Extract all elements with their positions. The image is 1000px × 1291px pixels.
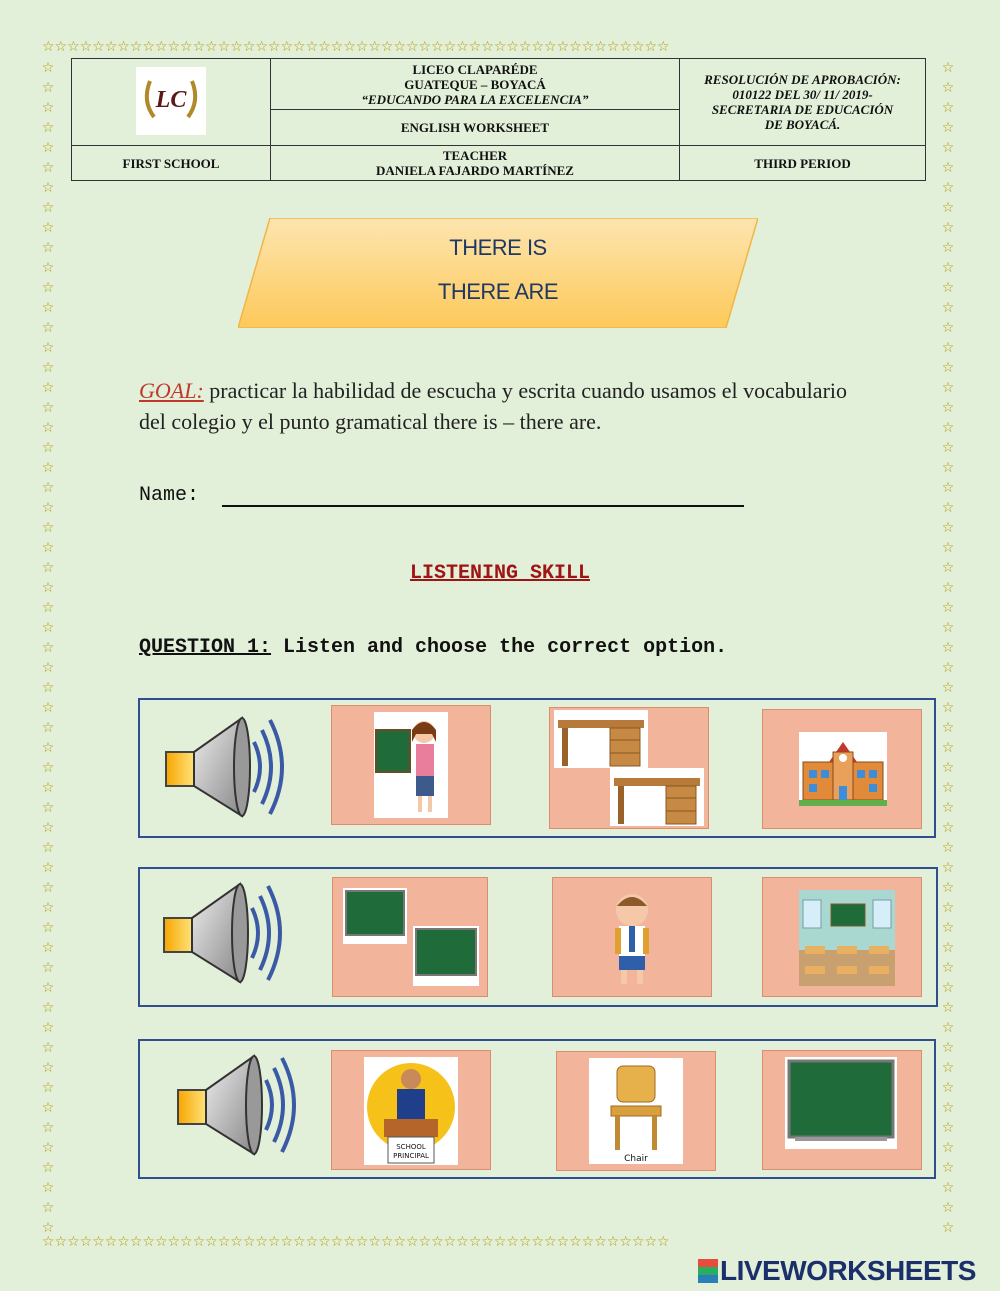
goal-paragraph [139,375,859,437]
resolution-cell [680,59,926,146]
school-motto: “EDUCANDO PARA LA EXCELENCIA” [361,91,589,107]
logo-letters: LC [155,86,187,113]
speaker-icon[interactable] [160,878,285,988]
speaker-icon[interactable] [174,1050,299,1160]
name-field[interactable] [222,505,744,507]
option-two-desks[interactable] [549,707,709,829]
teacher-name: DANIELA FAJARDO MARTÍNEZ [376,163,574,178]
principal-caption: PRINCIPAL [393,1152,429,1160]
header-table [71,58,926,181]
principal-caption: SCHOOL [396,1143,426,1151]
resolution-line: DE BOYACÁ. [764,117,841,132]
school-name: LICEO CLAPARÉDE [412,61,538,77]
section-title: LISTENING SKILL [409,562,591,585]
resolution-line: RESOLUCIÓN DE APROBACIÓN: [704,72,901,87]
liveworksheets-logo[interactable] [698,1255,976,1287]
option-student[interactable] [552,877,712,997]
board-image [413,926,479,986]
period-cell: THIRD PERIOD [680,146,926,181]
principal-image [364,1057,458,1165]
question-label: QUESTION 1: [139,636,272,659]
banner-line: THERE IS [449,235,547,260]
board-image [343,888,407,944]
banner-text [238,226,758,314]
option-teacher[interactable] [331,705,491,825]
question-1 [139,636,727,659]
student-image [607,888,657,988]
teacher-label: TEACHER [442,148,508,163]
desk-image [610,768,704,826]
school-info-cell [271,59,680,110]
goal-text: practicar la habilidad de escucha y escrita cuando usamos el vocabulario del colegio y el punto gramatical there is – there are. [139,378,848,434]
chair-caption: Chair [624,1154,648,1164]
star-border-bottom: ☆☆☆☆☆☆☆☆☆☆☆☆☆☆☆☆☆☆☆☆☆☆☆☆☆☆☆☆☆☆☆☆☆☆☆☆☆☆☆☆☆☆☆☆☆☆☆☆☆☆ [42,1234,670,1250]
option-school[interactable] [762,709,922,829]
board-image [785,1057,897,1149]
school-logo-cell [72,59,271,146]
brand-text: LIVEWORKSHEETS [720,1255,976,1286]
speaker-icon[interactable] [162,712,287,822]
option-classroom[interactable] [762,877,922,997]
option-chair[interactable] [556,1051,716,1171]
school-logo [136,67,206,135]
grade-cell: FIRST SCHOOL [72,146,271,181]
chair-image [589,1058,683,1164]
question-text: Listen and choose the correct option. [271,636,728,659]
star-border-top: ☆☆☆☆☆☆☆☆☆☆☆☆☆☆☆☆☆☆☆☆☆☆☆☆☆☆☆☆☆☆☆☆☆☆☆☆☆☆☆☆☆☆☆☆☆☆☆☆☆☆ [42,39,670,55]
option-board[interactable] [762,1050,922,1170]
name-label: Name: [139,484,200,507]
brand-icon [698,1259,718,1283]
banner-line: THERE ARE [437,279,559,304]
resolution-line: 010122 DEL 30/ 11/ 2019- [732,87,873,102]
worksheet-title: ENGLISH WORKSHEET [271,110,680,146]
school-building-image [799,732,887,806]
resolution-line: SECRETARIA DE EDUCACIÓN [711,102,894,117]
school-location: GUATEQUE – BOYACÁ [404,76,546,92]
star-border-left: ☆ ☆ ☆ ☆ ☆ ☆ ☆ ☆ ☆ ☆ ☆ ☆ ☆ ☆ ☆ ☆ ☆ ☆ ☆ ☆ ☆ ☆ ☆ ☆ ☆ ☆ ☆ ☆ ☆ ☆ ☆ ☆ ☆ ☆ ☆ ☆ ☆ ☆ ☆ ☆ ☆ ☆ ☆ ☆ ☆ ☆ ☆ ☆ ☆ ☆ ☆ ☆ ☆ ☆ ☆ ☆ ☆ ☆ ☆ [41,60,55,1236]
teacher-image [374,712,448,818]
classroom-image [799,890,895,986]
option-principal[interactable] [331,1050,491,1170]
goal-label: GOAL: [139,378,204,403]
desk-image [554,710,648,768]
star-border-right: ☆ ☆ ☆ ☆ ☆ ☆ ☆ ☆ ☆ ☆ ☆ ☆ ☆ ☆ ☆ ☆ ☆ ☆ ☆ ☆ ☆ ☆ ☆ ☆ ☆ ☆ ☆ ☆ ☆ ☆ ☆ ☆ ☆ ☆ ☆ ☆ ☆ ☆ ☆ ☆ ☆ ☆ ☆ ☆ ☆ ☆ ☆ ☆ ☆ ☆ ☆ ☆ ☆ ☆ ☆ ☆ ☆ ☆ ☆ [941,60,955,1236]
option-two-boards[interactable] [332,877,488,997]
teacher-cell [271,146,680,181]
